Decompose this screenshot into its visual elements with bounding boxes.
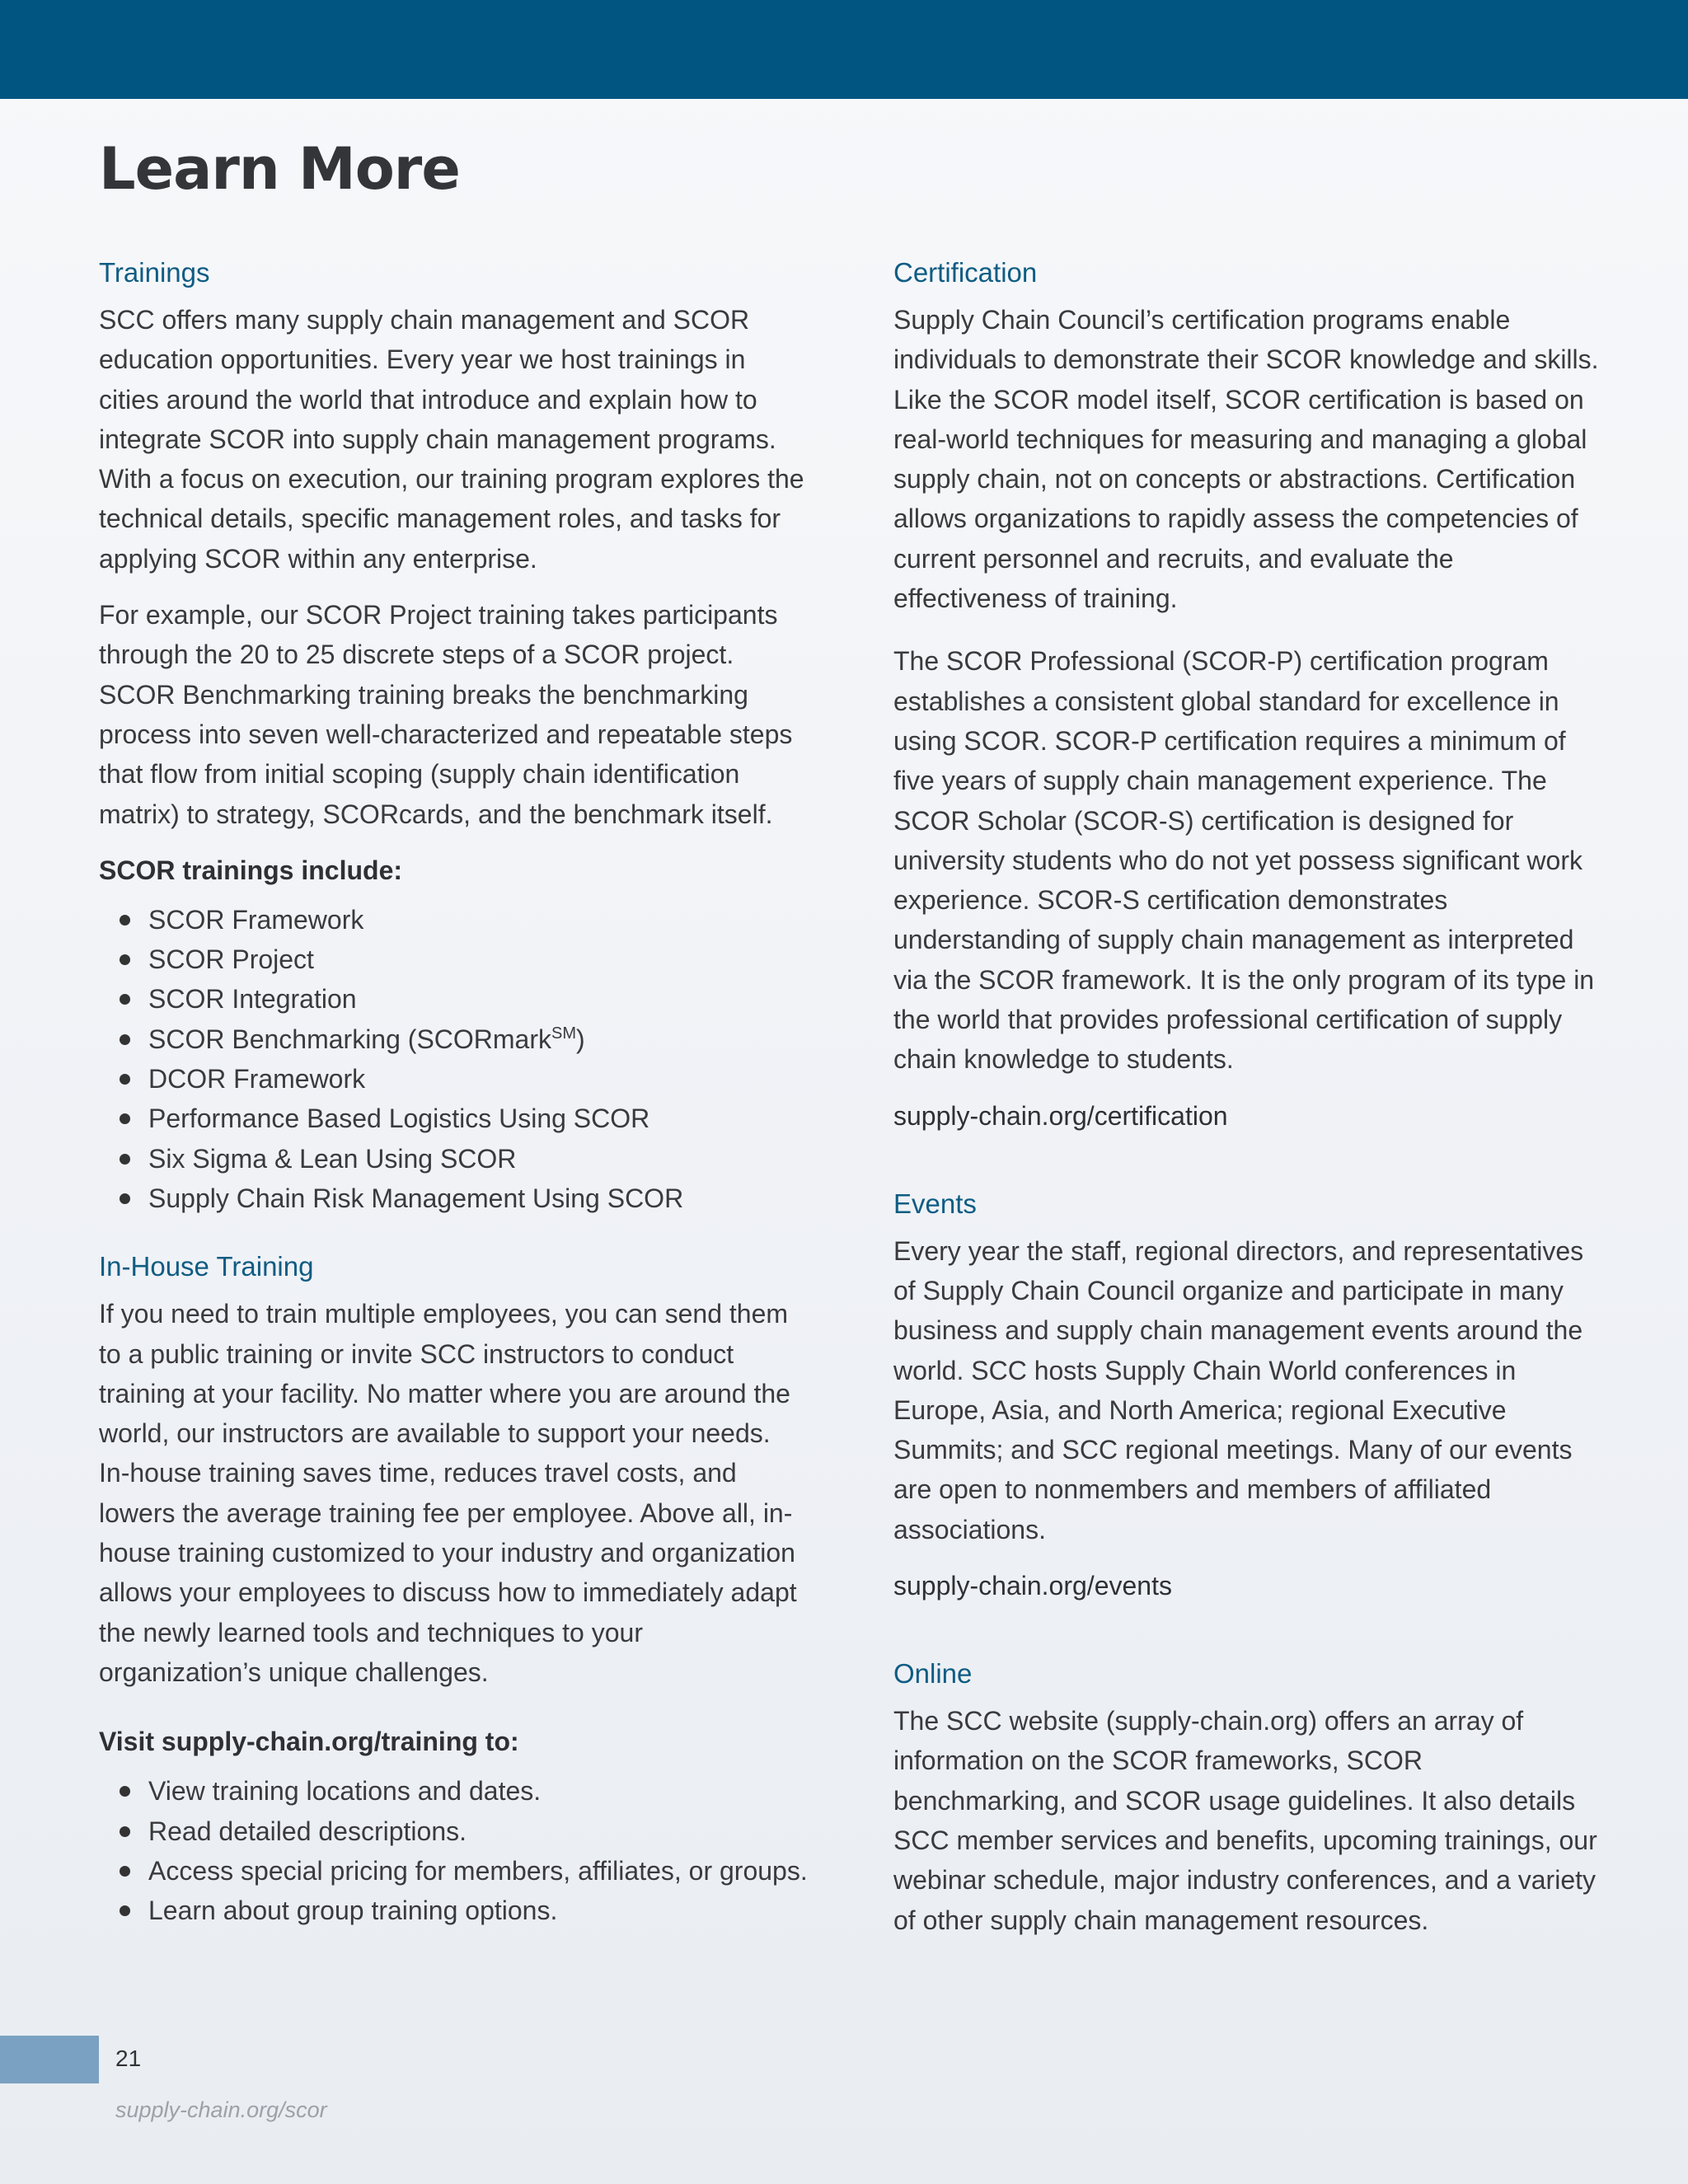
- page-number: 21: [115, 2046, 142, 2071]
- list-item: Access special pricing for members, affiliates, or groups.: [99, 1851, 808, 1891]
- list-item: Performance Based Logistics Using SCOR: [99, 1099, 808, 1138]
- bullet-icon: [120, 994, 130, 1005]
- in-house-training-section: [99, 1248, 808, 1930]
- bullet-icon: [120, 1193, 130, 1204]
- footer-url[interactable]: supply-chain.org/scor: [115, 2097, 327, 2122]
- trainings-paragraph-1: SCC offers many supply chain management and SCOR education opportunities. Every year we host trainings in cities around the world that introduce and explain how to integrate SCOR into supply chain management programs. With a focus on execution, our training program explores the technical details, specific management roles, and tasks for applying SCOR within any enterprise.: [99, 305, 804, 574]
- bullet-icon: [120, 1866, 130, 1877]
- certification-link[interactable]: supply-chain.org/certification: [893, 1100, 1228, 1131]
- training-visit-list: [99, 1771, 808, 1930]
- in-house-heading: In-House Training: [99, 1251, 314, 1282]
- bullet-icon: [120, 1034, 130, 1045]
- right-column: [893, 254, 1602, 1957]
- bullet-icon: [120, 915, 130, 926]
- events-section: [893, 1185, 1602, 1605]
- online-heading: Online: [893, 1658, 973, 1690]
- list-item: Six Sigma & Lean Using SCOR: [99, 1139, 808, 1179]
- page-title: Learn More: [99, 135, 460, 203]
- bullet-icon: [120, 1826, 130, 1837]
- header-band: [0, 0, 1688, 99]
- list-item: SCOR Benchmarking (SCORmark℠): [99, 1019, 808, 1059]
- bullet-icon: [120, 1113, 130, 1124]
- events-heading: Events: [893, 1188, 977, 1219]
- list-item: View training locations and dates.: [99, 1771, 808, 1811]
- certification-paragraph-2: The SCOR Professional (SCOR-P) certification program establishes a consistent global standard for excellence in using SCOR. SCOR-P certification requires a minimum of five years of supply chain management experience. The SCOR Scholar (SCOR-S) certification is designed for university students who do not yet possess significant work experience. SCOR-S certification demonstrates understanding of supply chain management as interpreted via the SCOR framework. It is the only program of its type in the world that provides professional certification of supply chain knowledge to students.: [893, 646, 1595, 1075]
- bullet-icon: [120, 1786, 130, 1797]
- service-mark: SM: [551, 1024, 576, 1043]
- list-item: Read detailed descriptions.: [99, 1811, 808, 1851]
- list-item: DCOR Framework: [99, 1059, 808, 1099]
- list-item: SCOR Project: [99, 940, 808, 979]
- footer-bar: [0, 2036, 99, 2083]
- left-column: [99, 254, 808, 1947]
- in-house-paragraph: If you need to train multiple employees, you can send them to a public training or invite SCC instructors to conduct training at your facility. No matter where you are around the world, our instructors are available to support your needs. In-house training saves time, reduces travel costs, and lowers the average training fee per employee. Above all, in-house training customized to your industry and organization allows your employees to discuss how to immediately adapt the newly learned tools and techniques to your organization’s unique challenges.: [99, 1299, 797, 1687]
- events-link[interactable]: supply-chain.org/events: [893, 1571, 1172, 1601]
- list-item: SCOR Integration: [99, 979, 808, 1019]
- online-paragraph: The SCC website (supply-chain.org) offers an array of information on the SCOR frameworks, SCOR benchmarking, and SCOR usage guidelines. It also details SCC member services and benefits, upcoming trainings, our webinar schedule, major industry conferences, and a variety of other supply chain management resources.: [893, 1706, 1597, 1935]
- list-item: Supply Chain Risk Management Using SCOR: [99, 1179, 808, 1218]
- trainings-paragraph-2: For example, our SCOR Project training takes participants through the 20 to 25 discrete steps of a SCOR project. SCOR Benchmarking training breaks the benchmarking process into seven well-characterized and repeatable steps that flow from initial scoping (supply chain identification matrix) to strategy, SCORcards, and the benchmark itself.: [99, 600, 793, 829]
- certification-paragraph-1: Supply Chain Council’s certification programs enable individuals to demonstrate their SCOR knowledge and skills. Like the SCOR model itself, SCOR certification is based on real-world techniques for measuring and managing a global supply chain, not on concepts or abstractions. Certification allows organizations to rapidly assess the competencies of current personnel and recruits, and evaluate the effectiveness of training.: [893, 305, 1599, 614]
- bullet-icon: [120, 1905, 130, 1916]
- trainings-list: [99, 900, 808, 1218]
- bullet-icon: [120, 954, 130, 965]
- certification-heading: Certification: [893, 257, 1038, 288]
- bullet-icon: [120, 1074, 130, 1085]
- events-paragraph: Every year the staff, regional directors, and representatives of Supply Chain Council organize and participate in many business and supply chain management events around the world. SCC hosts Supply Chain World conferences in Europe, Asia, and North America; regional Executive Summits; and SCC regional meetings. Many of our events are open to nonmembers and members of affiliated associations.: [893, 1235, 1584, 1544]
- online-section: [893, 1655, 1602, 1940]
- bullet-icon: [120, 1154, 130, 1165]
- trainings-list-title: SCOR trainings include:: [99, 855, 403, 885]
- trainings-heading: Trainings: [99, 257, 210, 288]
- training-visit-title: Visit supply-chain.org/training to:: [99, 1727, 519, 1757]
- trainings-section: [99, 254, 808, 1218]
- certification-section: [893, 254, 1602, 1136]
- list-item: Learn about group training options.: [99, 1891, 808, 1930]
- list-item: SCOR Framework: [99, 900, 808, 940]
